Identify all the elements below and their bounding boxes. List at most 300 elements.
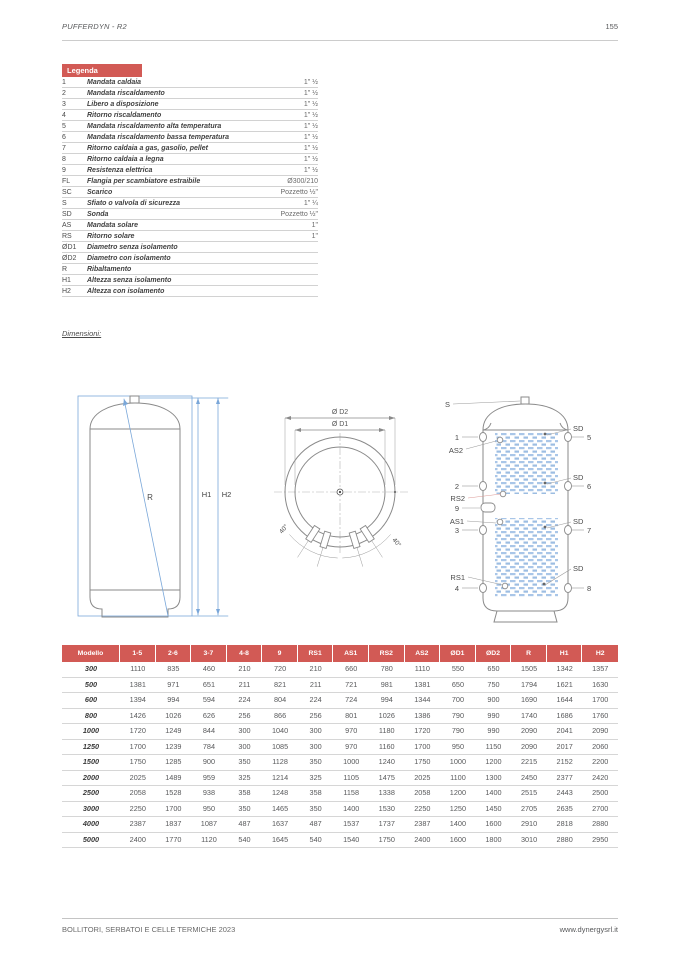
model-cell: 4000 xyxy=(82,819,100,828)
model-cell: 2500 xyxy=(82,788,100,797)
table-row xyxy=(62,693,618,709)
value-cell: 1100 xyxy=(450,772,466,782)
value-cell: 970 xyxy=(345,741,358,751)
value-cell: 224 xyxy=(238,695,251,704)
table-row xyxy=(62,755,618,771)
port-label-5: 5 xyxy=(587,433,592,442)
value-cell: 804 xyxy=(273,695,287,704)
legend-row xyxy=(62,242,318,253)
value-cell: 801 xyxy=(345,710,358,720)
legend-code: 3 xyxy=(62,100,66,108)
legend-code: 7 xyxy=(62,144,66,152)
value-cell: 1386 xyxy=(414,710,431,720)
legend-value: Ø300/210 xyxy=(287,177,318,185)
value-cell: 2058 xyxy=(414,788,431,797)
legend-label: Ritorno solare xyxy=(87,232,135,240)
legend-table xyxy=(62,64,318,297)
value-cell: 1400 xyxy=(449,819,467,828)
s-port-label: S xyxy=(444,400,450,409)
value-cell: 211 xyxy=(309,679,322,689)
value-cell: 1426 xyxy=(129,710,146,720)
value-cell: 1300 xyxy=(485,772,502,782)
value-cell: 2818 xyxy=(556,819,573,828)
r-label: R xyxy=(147,493,153,502)
sd-label-1: SD xyxy=(573,424,584,433)
port-label-9: 9 xyxy=(454,504,459,513)
legend-value: 1" ½ xyxy=(303,78,318,86)
model-cell: 1500 xyxy=(82,757,100,766)
top-view-drawing xyxy=(274,409,410,567)
angle-label-left: 40° xyxy=(278,523,290,536)
column-header: 4-8 xyxy=(227,645,263,662)
value-cell: 2060 xyxy=(592,741,609,751)
legend-value: 1" ½ xyxy=(303,144,318,152)
value-cell: 594 xyxy=(202,695,216,704)
legend-row xyxy=(62,132,318,143)
value-cell: 1381 xyxy=(414,679,431,689)
value-cell: 994 xyxy=(380,695,393,704)
value-cell: 1740 xyxy=(520,710,538,720)
r-dimension-line xyxy=(124,399,168,616)
value-cell: 950 xyxy=(451,741,465,751)
value-cell: 626 xyxy=(202,710,216,720)
value-cell: 300 xyxy=(238,726,251,735)
legend-value: Pozzetto ½" xyxy=(280,210,318,218)
value-cell: 1158 xyxy=(343,788,360,797)
value-cell: 790 xyxy=(451,710,465,720)
value-cell: 2400 xyxy=(414,834,431,844)
h1-label: H1 xyxy=(201,490,212,499)
legend-code: 9 xyxy=(62,166,66,174)
value-cell: 300 xyxy=(309,726,322,735)
angle-label-right: 40° xyxy=(390,536,403,549)
legend-label: Ritorno caldaia a gas, gasolio, pellet xyxy=(87,144,208,152)
column-header: 1-5 xyxy=(120,645,156,662)
value-cell: 1110 xyxy=(414,664,430,673)
value-cell: 1530 xyxy=(378,803,395,813)
value-cell: 994 xyxy=(167,695,180,704)
legend-label: Sonda xyxy=(87,210,109,218)
footer-divider xyxy=(62,918,618,919)
column-header: AS1 xyxy=(333,645,369,662)
value-cell: 2450 xyxy=(520,772,538,782)
legend-code: 8 xyxy=(62,155,66,163)
value-cell: 784 xyxy=(202,741,216,751)
table-row xyxy=(62,771,618,787)
port-label-as2: AS2 xyxy=(448,446,463,455)
value-cell: 900 xyxy=(487,695,500,704)
port-label-rs1: RS1 xyxy=(450,573,465,582)
value-cell: 1180 xyxy=(378,726,395,735)
value-cell: 2377 xyxy=(556,772,573,782)
value-cell: 970 xyxy=(345,726,358,735)
column-header: ØD2 xyxy=(476,645,512,662)
value-cell: 1540 xyxy=(343,834,360,844)
value-cell: 650 xyxy=(451,679,465,689)
value-cell: 1085 xyxy=(271,741,289,751)
legend-row xyxy=(62,77,318,88)
sd-label-2: SD xyxy=(573,473,584,482)
legend-value: 1" xyxy=(311,221,318,229)
legend-label: Ritorno caldaia a legna xyxy=(87,155,164,163)
value-cell: 1800 xyxy=(485,834,502,844)
value-cell: 1128 xyxy=(272,757,288,766)
legend-code: AS xyxy=(62,221,72,229)
value-cell: 350 xyxy=(238,757,251,766)
value-cell: 835 xyxy=(167,664,180,673)
legend-title: Legenda xyxy=(62,64,142,77)
value-cell: 844 xyxy=(202,726,216,735)
value-cell: 1285 xyxy=(165,757,182,766)
value-cell: 1637 xyxy=(271,819,289,828)
legend-row xyxy=(62,121,318,132)
tank-outline xyxy=(90,396,180,617)
r-arrowhead xyxy=(123,399,128,406)
legend-label: Mandata riscaldamento xyxy=(87,89,165,97)
value-cell: 1465 xyxy=(271,803,289,813)
column-header: R xyxy=(511,645,547,662)
value-cell: 2200 xyxy=(592,757,609,766)
column-header: 9 xyxy=(262,645,298,662)
value-cell: 790 xyxy=(451,726,465,735)
port-label-6: 6 xyxy=(587,482,592,491)
side-view-drawing xyxy=(445,397,591,622)
value-cell: 1200 xyxy=(485,757,502,766)
legend-row xyxy=(62,165,318,176)
value-cell: 1489 xyxy=(165,772,182,782)
value-cell: 1794 xyxy=(520,679,538,689)
legend-code: 2 xyxy=(62,89,66,97)
legend-code: ØD1 xyxy=(62,243,77,251)
legend-label: Diametro con isolamento xyxy=(87,254,171,262)
value-cell: 651 xyxy=(202,679,216,689)
value-cell: 2500 xyxy=(592,788,609,797)
value-cell: 1720 xyxy=(129,726,146,735)
table-row xyxy=(62,662,618,678)
value-cell: 460 xyxy=(202,664,216,673)
legend-row xyxy=(62,275,318,286)
value-cell: 1344 xyxy=(414,695,431,704)
model-cell: 2000 xyxy=(82,772,100,782)
value-cell: 1700 xyxy=(165,803,182,813)
technical-drawings xyxy=(60,383,620,635)
value-cell: 1770 xyxy=(165,834,182,844)
h2-label: H2 xyxy=(221,490,232,499)
value-cell: 540 xyxy=(309,834,322,844)
legend-code: ØD2 xyxy=(62,254,77,262)
value-cell: 1026 xyxy=(165,710,182,720)
value-cell: 1250 xyxy=(449,803,467,813)
port-label-8: 8 xyxy=(587,584,592,593)
upper-coil xyxy=(495,433,558,494)
legend-row xyxy=(62,209,318,220)
value-cell: 1110 xyxy=(130,664,146,673)
legend-value: 1" ½ xyxy=(303,155,318,163)
model-cell: 5000 xyxy=(82,834,100,844)
value-cell: 1026 xyxy=(378,710,395,720)
value-cell: 2880 xyxy=(592,819,609,828)
legend-row xyxy=(62,220,318,231)
legend-row xyxy=(62,231,318,242)
value-cell: 1690 xyxy=(520,695,538,704)
value-cell: 1400 xyxy=(485,788,502,797)
legend-code: SC xyxy=(62,188,72,196)
value-cell: 900 xyxy=(202,757,216,766)
column-header: 3-7 xyxy=(191,645,227,662)
legend-row xyxy=(62,198,318,209)
value-cell: 350 xyxy=(309,803,322,813)
legend-code: FL xyxy=(62,177,71,185)
port-label-rs2: RS2 xyxy=(450,494,465,503)
value-cell: 2090 xyxy=(520,741,538,751)
value-cell: 2058 xyxy=(129,788,146,797)
value-cell: 1248 xyxy=(271,788,289,797)
value-cell: 1120 xyxy=(201,834,217,844)
value-cell: 1381 xyxy=(129,679,146,689)
value-cell: 2910 xyxy=(520,819,538,828)
page-title: PUFFERDYN - R2 xyxy=(62,22,127,31)
value-cell: 2700 xyxy=(592,803,609,813)
value-cell: 2090 xyxy=(592,726,609,735)
legend-row xyxy=(62,154,318,165)
spec-table xyxy=(62,645,618,848)
header-divider xyxy=(62,40,618,41)
value-cell: 2400 xyxy=(129,834,146,844)
value-cell: 2950 xyxy=(592,834,609,844)
value-cell: 959 xyxy=(202,772,216,782)
legend-value: 1" ½ xyxy=(303,100,318,108)
value-cell: 1249 xyxy=(165,726,182,735)
legend-label: Ribaltamento xyxy=(87,265,132,273)
legend-label: Mandata riscaldamento alta temperatura xyxy=(87,122,222,130)
legend-label: Altezza senza isolamento xyxy=(87,276,172,284)
value-cell: 1505 xyxy=(520,664,538,673)
legend-label: Resistenza elettrica xyxy=(87,166,153,174)
value-cell: 866 xyxy=(273,710,287,720)
value-cell: 487 xyxy=(238,819,251,828)
value-cell: 1342 xyxy=(556,664,573,673)
value-cell: 1105 xyxy=(343,772,360,782)
value-cell: 1700 xyxy=(592,695,609,704)
legend-code: H2 xyxy=(62,287,71,295)
value-cell: 2017 xyxy=(556,741,573,751)
column-header: RS1 xyxy=(298,645,334,662)
value-cell: 1645 xyxy=(271,834,289,844)
column-header: Modello xyxy=(62,645,120,662)
value-cell: 256 xyxy=(309,710,322,720)
value-cell: 1239 xyxy=(165,741,182,751)
value-cell: 300 xyxy=(238,741,251,751)
value-cell: 1087 xyxy=(200,819,218,828)
legend-label: Altezza con isolamento xyxy=(87,287,165,295)
value-cell: 1000 xyxy=(449,757,467,766)
value-cell: 2041 xyxy=(556,726,573,735)
value-cell: 1400 xyxy=(343,803,360,813)
value-cell: 1760 xyxy=(592,710,609,720)
spec-table-head xyxy=(62,645,618,662)
value-cell: 1750 xyxy=(378,834,395,844)
value-cell: 325 xyxy=(238,772,251,782)
sd-label-4: SD xyxy=(573,564,584,573)
legend-code: 6 xyxy=(62,133,66,141)
value-cell: 821 xyxy=(273,679,287,689)
column-header: H2 xyxy=(582,645,618,662)
legend-label: Libero a disposizione xyxy=(87,100,159,108)
legend-row xyxy=(62,286,318,297)
column-header: 2-6 xyxy=(156,645,192,662)
value-cell: 1200 xyxy=(449,788,467,797)
value-cell: 750 xyxy=(487,679,500,689)
value-cell: 1394 xyxy=(129,695,146,704)
value-cell: 2025 xyxy=(129,772,146,782)
legend-value: 1" xyxy=(311,232,318,240)
value-cell: 2880 xyxy=(556,834,573,844)
model-cell: 1000 xyxy=(82,726,100,735)
value-cell: 1160 xyxy=(378,741,395,751)
value-cell: 256 xyxy=(238,710,251,720)
value-cell: 1621 xyxy=(556,679,573,689)
value-cell: 1150 xyxy=(485,741,502,751)
value-cell: 938 xyxy=(202,788,216,797)
value-cell: 2387 xyxy=(129,819,146,828)
value-cell: 1600 xyxy=(485,819,502,828)
sd-label-3: SD xyxy=(573,517,584,526)
front-view-drawing xyxy=(78,396,233,617)
value-cell: 210 xyxy=(238,664,251,673)
legend-code: 5 xyxy=(62,122,66,130)
table-row xyxy=(62,833,618,849)
legend-row xyxy=(62,110,318,121)
value-cell: 1750 xyxy=(129,757,146,766)
table-row xyxy=(62,802,618,818)
legend-label: Diametro senza isolamento xyxy=(87,243,178,251)
value-cell: 2420 xyxy=(592,772,609,782)
value-cell: 1338 xyxy=(378,788,395,797)
legend-value: 1" ½ xyxy=(303,166,318,174)
value-cell: 1630 xyxy=(592,679,609,689)
port-label-7: 7 xyxy=(587,526,592,535)
d2-label: Ø D2 xyxy=(331,409,349,416)
port-label-2: 2 xyxy=(454,482,459,491)
value-cell: 1600 xyxy=(449,834,467,844)
legend-code: 1 xyxy=(62,78,66,86)
value-cell: 2152 xyxy=(556,757,573,766)
value-cell: 780 xyxy=(380,664,393,673)
legend-row xyxy=(62,253,318,264)
legend-code: SD xyxy=(62,210,72,218)
legend-code: RS xyxy=(62,232,72,240)
value-cell: 950 xyxy=(202,803,216,813)
legend-row xyxy=(62,143,318,154)
page-number: 155 xyxy=(605,22,618,31)
value-cell: 1700 xyxy=(129,741,146,751)
model-cell: 600 xyxy=(84,695,98,704)
value-cell: 1475 xyxy=(378,772,395,782)
column-header: H1 xyxy=(547,645,583,662)
value-cell: 660 xyxy=(345,664,358,673)
model-cell: 800 xyxy=(84,710,98,720)
legend-code: S xyxy=(62,199,67,207)
value-cell: 990 xyxy=(487,726,500,735)
value-cell: 981 xyxy=(380,679,393,689)
legend-label: Flangia per scambiatore estraibile xyxy=(87,177,201,185)
value-cell: 211 xyxy=(238,679,251,689)
port-label-1: 1 xyxy=(454,433,459,442)
value-cell: 2250 xyxy=(129,803,146,813)
value-cell: 1837 xyxy=(165,819,182,828)
spec-table-body xyxy=(62,662,618,848)
legend-code: R xyxy=(62,265,68,273)
value-cell: 487 xyxy=(309,819,322,828)
port-label-3: 3 xyxy=(454,526,459,535)
value-cell: 2215 xyxy=(520,757,538,766)
value-cell: 358 xyxy=(238,788,251,797)
value-cell: 2705 xyxy=(520,803,538,813)
value-cell: 350 xyxy=(238,803,251,813)
value-cell: 2090 xyxy=(520,726,538,735)
value-cell: 300 xyxy=(309,741,322,751)
value-cell: 358 xyxy=(309,788,322,797)
value-cell: 550 xyxy=(451,664,465,673)
model-cell: 500 xyxy=(84,679,98,689)
port-label-4: 4 xyxy=(454,584,459,593)
value-cell: 971 xyxy=(167,679,180,689)
legend-row xyxy=(62,176,318,187)
column-header: AS2 xyxy=(405,645,441,662)
value-cell: 1537 xyxy=(343,819,360,828)
value-cell: 1686 xyxy=(556,710,573,720)
legend-label: Ritorno riscaldamento xyxy=(87,111,162,119)
legend-label: Sfiato o valvola di sicurezza xyxy=(87,199,180,207)
value-cell: 1450 xyxy=(485,803,502,813)
value-cell: 724 xyxy=(345,695,358,704)
value-cell: 3010 xyxy=(520,834,538,844)
table-row xyxy=(62,678,618,694)
value-cell: 990 xyxy=(487,710,500,720)
table-row xyxy=(62,724,618,740)
value-cell: 325 xyxy=(309,772,322,782)
value-cell: 2635 xyxy=(556,803,573,813)
legend-value: 1" ½ xyxy=(303,133,318,141)
value-cell: 1750 xyxy=(414,757,431,766)
legend-row xyxy=(62,88,318,99)
value-cell: 1528 xyxy=(165,788,182,797)
legend-label: Mandata solare xyxy=(87,221,138,229)
value-cell: 1737 xyxy=(378,819,395,828)
model-cell: 3000 xyxy=(82,803,100,813)
legend-value: 1" ½ xyxy=(303,89,318,97)
table-row xyxy=(62,817,618,833)
value-cell: 721 xyxy=(345,679,358,689)
value-cell: 1000 xyxy=(343,757,360,766)
legend-value: 1" ¼ xyxy=(303,199,318,207)
table-row xyxy=(62,786,618,802)
value-cell: 210 xyxy=(309,664,322,673)
value-cell: 540 xyxy=(238,834,251,844)
legend-code: 4 xyxy=(62,111,66,119)
value-cell: 1240 xyxy=(378,757,395,766)
value-cell: 2443 xyxy=(556,788,573,797)
footer-catalog-title: BOLLITORI, SERBATOI E CELLE TERMICHE 2023 xyxy=(62,925,236,934)
dimensions-label: Dimensioni: xyxy=(62,329,102,338)
value-cell: 1040 xyxy=(271,726,289,735)
value-cell: 700 xyxy=(451,695,465,704)
legend-label: Mandata caldaia xyxy=(87,78,142,86)
table-row xyxy=(62,709,618,725)
d1-label: Ø D1 xyxy=(331,421,349,428)
column-header: RS2 xyxy=(369,645,405,662)
value-cell: 1700 xyxy=(414,741,431,751)
